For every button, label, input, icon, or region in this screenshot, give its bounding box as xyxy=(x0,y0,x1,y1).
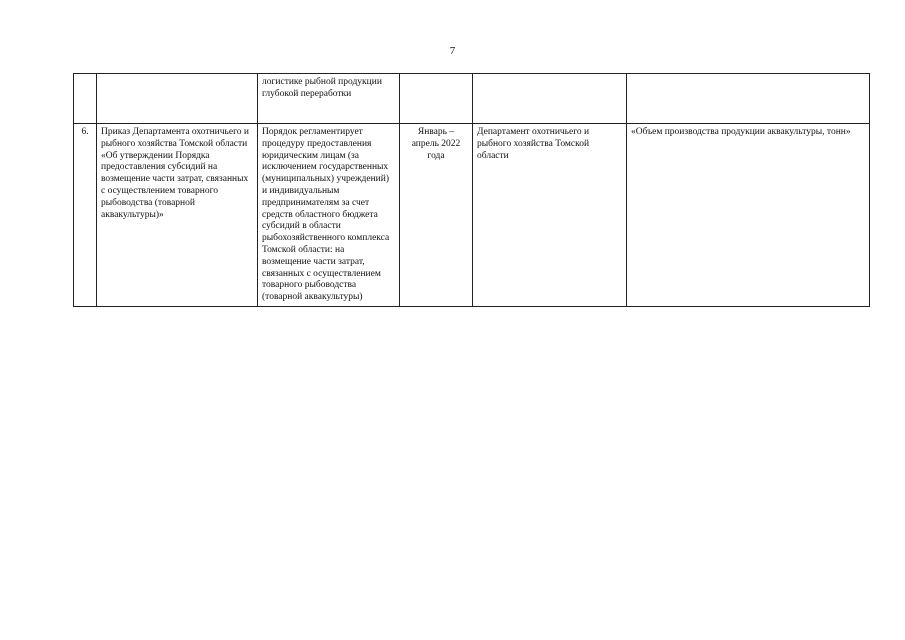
cell-indicator: «Объем производства продукции аквакультуры, тонн» xyxy=(627,124,870,307)
cell-responsible xyxy=(473,74,627,124)
cell-number xyxy=(74,74,97,124)
table-row-continuation xyxy=(74,74,870,124)
cell-act: Приказ Департамента охотничьего и рыбного хозяйства Томской области «Об утверждении Порядка предоставления субсидий на возмещение части затрат, связанных с осуществлением товарного рыбоводства (товарной аквакультуры)» xyxy=(97,124,258,307)
cell-period: Январь – апрель 2022 года xyxy=(400,124,473,307)
cell-description: логистике рыбной продукции глубокой переработки xyxy=(258,74,400,124)
cell-act xyxy=(97,74,258,124)
cell-responsible: Департамент охотничьего и рыбного хозяйства Томской области xyxy=(473,124,627,307)
cell-description: Порядок регламентирует процедуру предоставления юридическим лицам (за исключением государственных (муниципальных) учреждений) и индивидуальным предпринимателям за счет средств областного бюджета субсидий в области рыбохозяйственного комплекса Томской области: на возмещение части затрат, связанных с осуществлением товарного рыбоводства (товарной аквакультуры) xyxy=(258,124,400,307)
page-number: 7 xyxy=(449,45,456,57)
measures-table xyxy=(73,73,870,307)
cell-number: 6. xyxy=(74,124,97,307)
cell-indicator xyxy=(627,74,870,124)
table-row xyxy=(74,124,870,307)
cell-period xyxy=(400,74,473,124)
